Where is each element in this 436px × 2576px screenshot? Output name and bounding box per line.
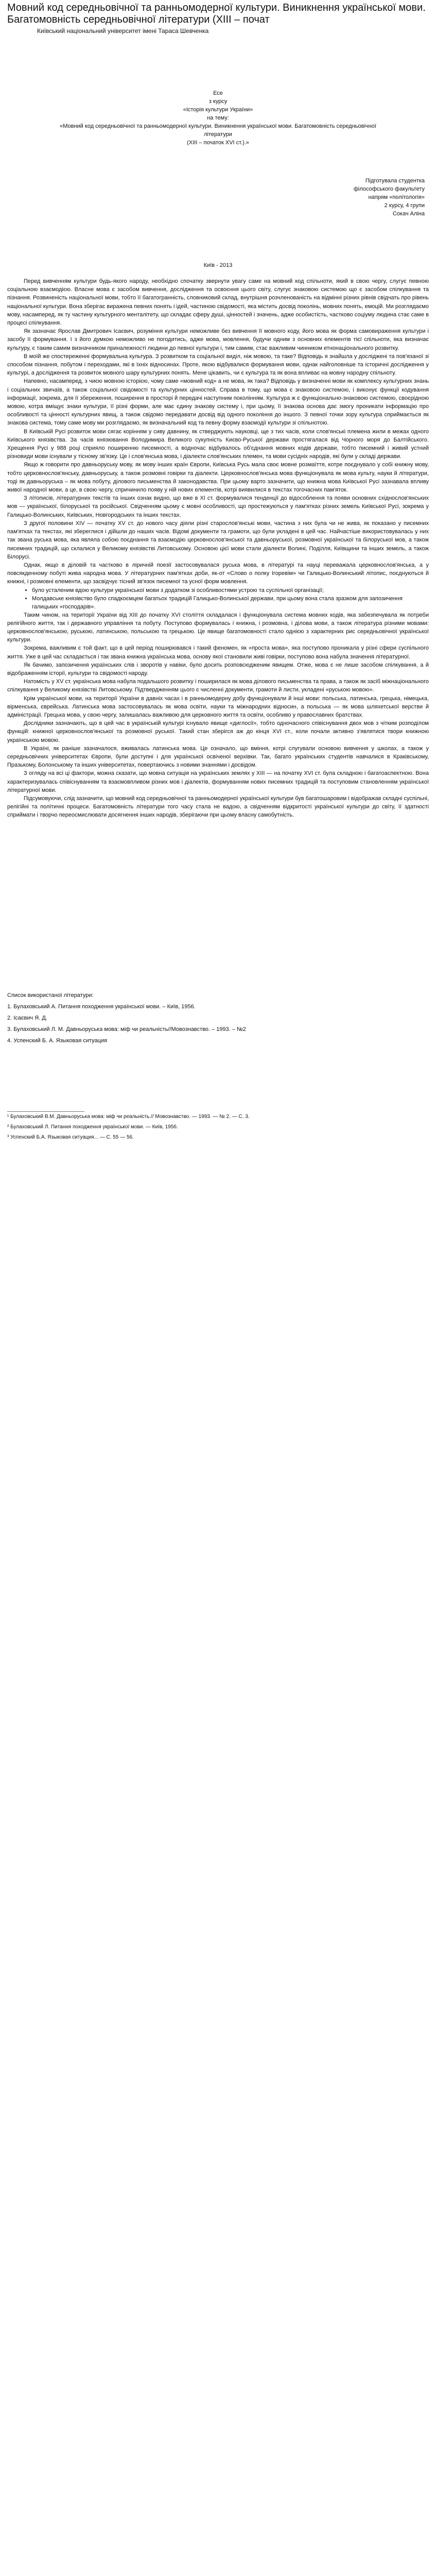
essay-type: Есе <box>213 90 223 96</box>
paragraph: Таким чином, на території України від XIII до початку XVI століття складалася і функціонувала система мовних кодів, яка забезпечувала як потреби релігійного життя, так і державного управління та побуту. Поступово формувалась і книжна, і розмовна, і ділова мови, а також література різними мовами: церковнослов'янською, руською, латинською, польською та грецькою. Це явище багатомовності стало однією з характерних рис середньовічної української культури. <box>7 612 429 643</box>
document-page <box>0 2 436 2576</box>
paragraph: Як зазначає Ярослав Дмитрович Ісаєвич, розуміння культури неможливе без вивчення її мовного коду, його мова як форма самовираження культури і засобу її формування. І з його думкою неможливо не погодитись, адже мова, мовлення, будучи одним з основних елементів тієї спільноти, яка визначає культуру, є таким самим визначником приналежності людини до певної культури і, тим самим, стає важливим чинником етнонаціонального розвитку. <box>7 328 429 351</box>
paragraph: Перед вивченням культури будь-якого народу, необхідно спочатку звернути увагу саме на мовний код спільноти, який в свою чергу, слугує певною соціальною взаємодією. Власне мова є засобом вивчення, дослідження та освоєння цього світу, слугує знаковою системою що є засобом спілкування та пізнання. Розвиненість національної мови, тобто її багатогранність, словниковий склад, внутрішня розчленованість на відмінні різних рівнів свідчать про рівень національної культури. Вона зберігає виражена певних понять і ідей, частиною свідомості, яка містить досвід поколінь, мовних понять, емоцій. Ми розглядаємо мову, насамперед, як ту частину культурного менталітету, що складає сферу душі, цінностей і значень, адже особистість, частково соціуму людина стає саме в процесі спілкування. <box>7 278 429 327</box>
paragraph: З другої половини XIV — початку XV ст. до нового часу діяли різні старослов'янські мови, частина з них була чи не жива, як показано у писемних пам'ятках та текстах, які збереглися і дійшли до наших часів. Відомі документи та грамоти, що були укладені в цей час. Найчастіше використовувалась у них так звана руська мова, яка являла собою поєднання та взаємодію церковнослов'янської та давньоруської, розмовної української та білоруської мов, а також писемних традицій, що склалися у Великому князівстві Литовському. Основою цієї мови стали діалекти Волині, Поділля, Київщини та інших земель, а також Білорусі. <box>7 520 429 560</box>
author-line-4: 2 курсу, 4 групи <box>384 202 425 209</box>
paragraph: Однак, якщо в діловій та частково в ліричній поезії застосовувалася руська мова, в літературі та науці переважала церковнослов'янська, а у повсякденному побуті жива народна мова. У літературних пам'ятках доби, як-от «Слово о полку Ігоревім» чи Галицько-Волинський літопис, поєднуються й книжні, і розмовні елементи, що засвідчує тісний зв'язок писемної та усної форм мовлення. <box>7 562 429 585</box>
bullet-list <box>7 586 429 611</box>
essay-title-block <box>7 89 429 147</box>
paragraph: В моїй же спостереженні формувальна культура. З розвитком та соціальної виділ, ніж мовою, та таке? Відповідь я знайшла у досліджені та пов'язаної зі способом пізнання, побутом і переходами, які в їхніх відносинах. Проте, якою відбувалися формування мови, однак найголовніше та історичні дослідження у культурі, а дослідження та розвиток мовного шару культурних понять. Мене цікавить, чи є культура та як вона впливає на мовну народну спільноту. <box>7 353 429 377</box>
paragraph: Натомість у XV ст. українська мова набула подальшого розвитку і поширилася як мова ділового письменства та права, а також як засіб міжнаціонального спілкування у Великому князівстві Литовському. Підтвердженням цього є численні документи, грамоти й листи, укладені «руською мовою». <box>7 679 429 693</box>
footnote-item: ¹ Булаховський В.М. Давньоруська мова: міф чи реальність.// Мовознавство. — 1993. — № 2. — С. 3. <box>7 1113 250 1120</box>
university-name: Київський національний університет імені Тараса Шевченка <box>37 27 209 35</box>
author-line-3: напрям «політологія» <box>368 194 425 200</box>
reference-item: 1. Булаховський А. Питання походження української мови. – Київ, 1956. <box>7 1003 196 1010</box>
essay-course: з курсу <box>208 98 228 105</box>
paragraph: Як бачимо, запозичення українських слів і зворотів у навіки, було досить розповсюдженим явищем. Отже, мова є не лише засобом спілкування, а й відображенням історії, культури та свідомості народу. <box>7 662 429 676</box>
author-line-2: філософського факультету <box>353 186 425 192</box>
references-title: Список використаної літератури: <box>7 992 94 998</box>
paragraph: Якщо ж говорити про давньоруську мову, як мову інших країн Європи, Київська Русь мала своє мовне розмаїття, котре поєднувало у собі книжну мову, тобто церковнослов'янську, давньоруську, а також розмовні говірки та діалекти. Церковнослов'янська мова функціонувала як мова культу, науки й літератури, тоді як давньоруська – як мова побуту, ділового письменства й законодавства. При цьому варто зазначити, що книжна мова Київської Русі зазнавала впливу живої народної мови, а це, в свою чергу, спричинило появу у ній нових елементів, котрі виявилися в текстах тогочасних пам'яток. <box>7 462 429 494</box>
paragraph: Підсумовуючи, слід зазначити, що мовний код середньовічної та ранньомодерної української культури був багатошаровим і відображав складні суспільні, релігійні та політичні процеси. Багатомовність літератури того часу стала не вадою, а свідченням відкритості української культури до світу, її здатності сприймати і творчо переосмислювати досягнення інших народів, зберігаючи при цьому власну самобутність. <box>7 795 429 819</box>
reference-item: 3. Булаховський Л. М. Давньоруська мова: міф чи реальність//Мовознавство. – 1993. – №2 <box>7 1026 246 1032</box>
paragraph: З огляду на всі ці фактори, можна сказати, що мовна ситуація на українських землях у XIII — на початку XVI ст. була складною і багатоаспектною. Вона характеризувалась співіснуванням та взаємовпливом різних мов і діалектів, формуванням нових писемних традицій та поступовим становленням української літературної мови. <box>7 770 429 793</box>
reference-item: 4. Успенский Б. А. Языковая ситуация <box>7 1037 108 1044</box>
essay-body <box>7 277 429 820</box>
essay-topic-period: (XIII – початок XVI ст.).» <box>187 140 249 146</box>
essay-topic-intro: на тему: <box>207 115 229 121</box>
place-year: Київ - 2013 <box>203 262 233 268</box>
author-block <box>7 177 429 218</box>
paragraph: Крім української мови, на території України в давніх часах і в ранньомодерну добу функціонували й інші мови: польська, латинська, грецька, німецька, вірменська, єврейська. Латинська мова застосовувалась як мова освіти, науки та міжнародних відносин, а польська — як мова шляхетської верстви й адміністрації. Грецька мова, у свою чергу, залишалась важливою для церковного життя та освіти, особливо у православних братствах. <box>7 695 429 718</box>
paragraph: Дослідники зазначають, що в цей час в українській культурі існувало явище «диглосії», тобто одночасного співіснування двох мов з чітким розподілом функцій: книжної церковнослов'янської та розмовної руської. Такий стан зберігся аж до кінця XVI ст., коли почали активно з'являтися твори книжною українською мовою. <box>7 720 429 743</box>
footnotes <box>7 1112 429 1143</box>
reference-item: 2. Ісаєвич Я. Д. <box>7 1014 47 1021</box>
document-title: Мовний код середньовічної та ранньомодерної культури. Виникнення української мови. Багатомовність середньовічної літератури (XIII – почат <box>7 2 426 25</box>
essay-topic: «Мовний код середньовічної та ранньомодерної культури. Виникнення української мови. Багатомовність середньовічної літератури <box>60 123 376 138</box>
paragraph: Напевно, насамперед, з чиєю мовною історією, чому саме «мовний код» а не мова, як така? Відповідь у визначенні мови як комплексу культурних знань і соціальних звичаїв, а також соціальної свідомості та культурних цінностей. Справа в тому, що мова є знаковою системою, і виконує функції кодування інформації, зокрема, для її збереження, поширення в просторі й передачі наступним поколінням. Культура ж є функціонально-знаковою системою, своєрідною мовою, котра вміщує знаки культури, її різні форми, але має єдину знакову систему і, при цьому, її знакова основа дає змогу проникати інформацію про особливості та цінності культурних явищ, а також свідомо передавати досвід від одного покоління до іншого. З певної точки зору культура сприймається як знакова система, тому саме мову ми розглядаємо, як визначальний код та певну форму взаємодії культури зі спільнотою. <box>7 378 429 427</box>
bullet-item: • Молдавське князівство було спадкоємцем багатьох традицій Галицько-Волинської держави, при цьому вона стала зразком для запозичення галицьких «господарів». <box>32 595 429 611</box>
paragraph: З літописів, літературних текстів та інших ознак видно, що вже в XI ст. формувалися тенденції до відособлення та появи основних східнослов'янських мов — української, білоруської та російської. Свідченням цьому є мовні особливості, що простежуються у пам'ятках різних земель Київської Русі, зокрема у Галицько-Волинських, Київських, Новгородських та інших текстах. <box>7 495 429 518</box>
essay-course-name: «Історія культури України» <box>183 107 253 113</box>
author-line-1: Підготувала студентка <box>365 178 425 184</box>
paragraph: Зокрема, важливим є той факт, що в цей період поширювався і такий феномен, як «проста мова», яка поступово проникала у різні сфери суспільного життя. Уже в цей час складається і так звана книжна українська мова, основу якої становили живі говірки, поступово вона набула значення літературної. <box>7 645 429 660</box>
paragraph: В Україні, як раніше зазначалося, вживалась латинська мова. Це означало, що вміння, котрі слугували основою вивчення у школах, а також у середньовічних університетах Європи, були доступні і для української освіченої верхівки. Так, багато українських студентів навчалися в Краківському, Празькому, Болонському та інших університетах, повертаючись з новими знаннями і досвідом. <box>7 745 429 769</box>
references-list <box>7 1001 429 1046</box>
paragraph: В Київській Русі розвиток мови сягає корінням у сиву давнину, як стверджують науковці, ще з тих часів, коли слов'янські племена жили в межах одного Київського князівства. За часів князювання Володимира Великого сукупність Києво-Руської держави простягалася від Чорного моря до Балтійського. Хрещення Русі у 988 році сприяло поширенню писемності, а водночас відбувалось об'єднання мовних кодів держави, тобто писемний і живий устний різновиди мови існували у тісному зв'язку. Це і слов'янська мова, і діалекти слов'янських племен, та мови сусідніх народів, які були у складі держави. <box>7 428 429 460</box>
bullet-item: • було усталеним вдою культури української мови з додатком зі особливостями устрою та суспільної організації; <box>32 586 429 595</box>
footnote-item: ² Булаховський Л. Питання походження української мови. — Київ, 1956. <box>7 1124 178 1130</box>
author-line-5: Сокач Аліна <box>392 211 425 217</box>
footnote-item: ³ Успенский Б.А. Языковая ситуация... — С. 55 — 56. <box>7 1134 134 1140</box>
